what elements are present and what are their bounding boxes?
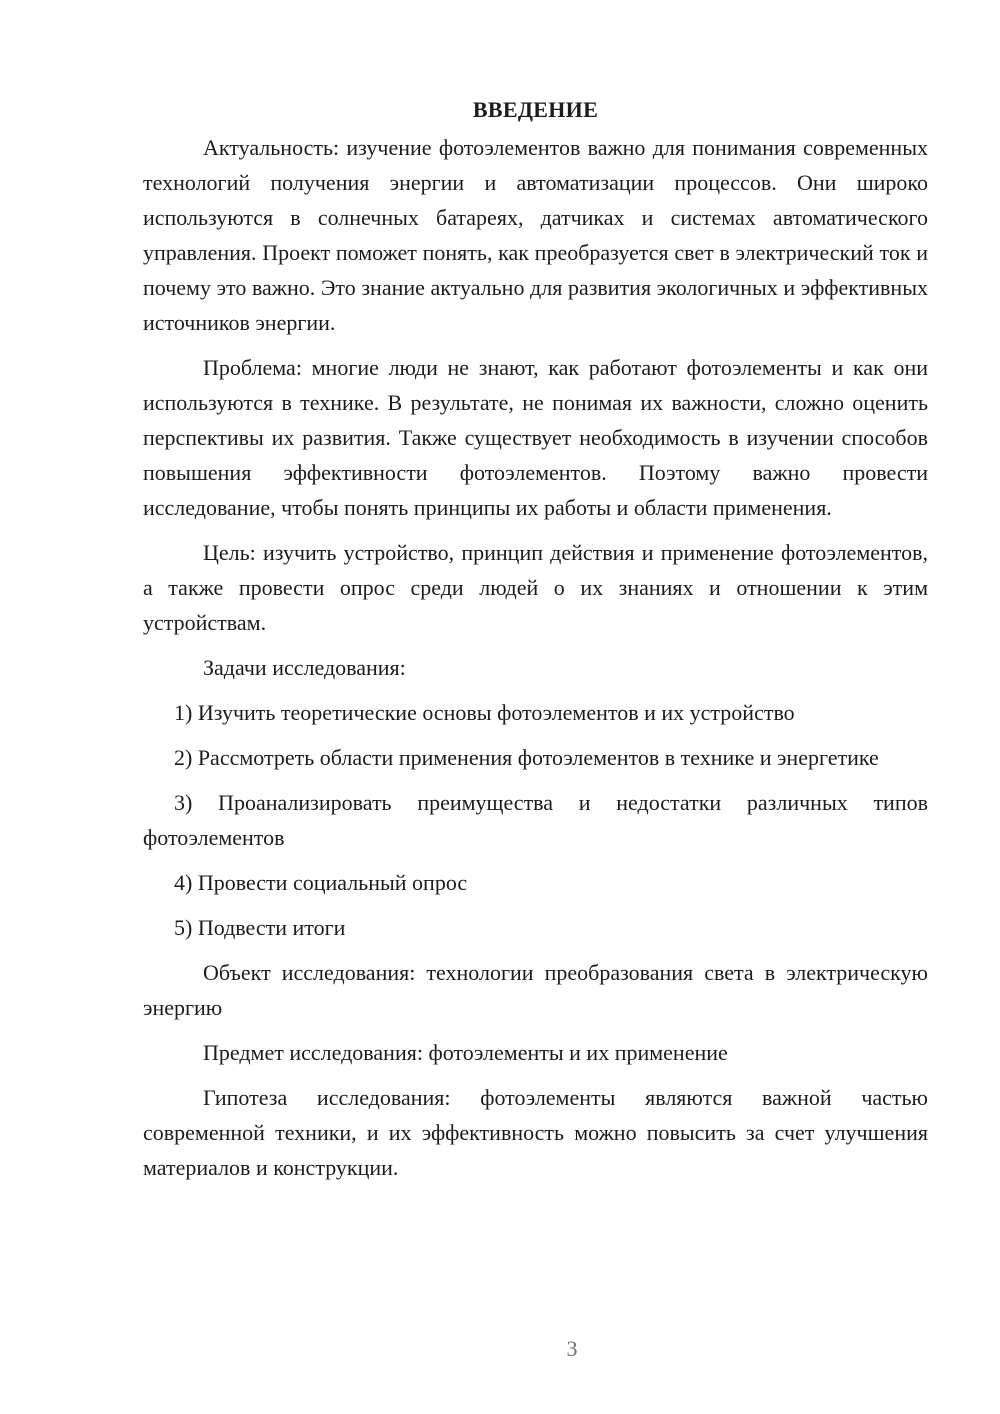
problem-paragraph: Проблема: многие люди не знают, как работают фотоэлементы и как они используются в технике. В результате, не понимая их важности, сложно оценить перспективы их развития. Также существует необходимость в изучении способов повышения эффективности фотоэлементов. Поэтому важно провести исследование, чтобы понять принципы их работы и области применения. [143,355,928,520]
hypothesis-paragraph: Гипотеза исследования: фотоэлементы являются важной частью современной техники, и их эффективность можно повысить за счет улучшения материалов и конструкции. [143,1085,928,1180]
goal-paragraph: Цель: изучить устройство, принцип действия и применение фотоэлементов, а также провести опрос среди людей о их знаниях и отношении к этим устройствам. [143,540,928,635]
task-item-3: 3) Проанализировать преимущества и недостатки различных типов фотоэлементов [143,790,928,850]
tasks-heading: Задачи исследования: [203,655,406,680]
task-item-4: 4) Провести социальный опрос [174,870,468,895]
section-title: ВВЕДЕНИЕ [472,97,599,122]
page-number: 3 [566,1336,578,1361]
page-content [143,92,928,1195]
task-item-5: 5) Подвести итоги [174,915,346,940]
subject-paragraph: Предмет исследования: фотоэлементы и их применение [203,1040,728,1065]
relevance-paragraph: Актуальность: изучение фотоэлементов важно для понимания современных технологий получения энергии и автоматизации процессов. Они широко используются в солнечных батареях, датчиках и системах автоматического управления. Проект поможет понять, как преобразуется свет в электрический ток и почему это важно. Это знание актуально для развития экологичных и эффективных источников энергии. [143,135,928,335]
object-paragraph: Объект исследования: технологии преобразования света в электрическую энергию [143,960,928,1020]
task-item-2: 2) Рассмотреть области применения фотоэлементов в технике и энергетике [174,745,879,770]
task-item-1: 1) Изучить теоретические основы фотоэлементов и их устройство [174,700,795,725]
